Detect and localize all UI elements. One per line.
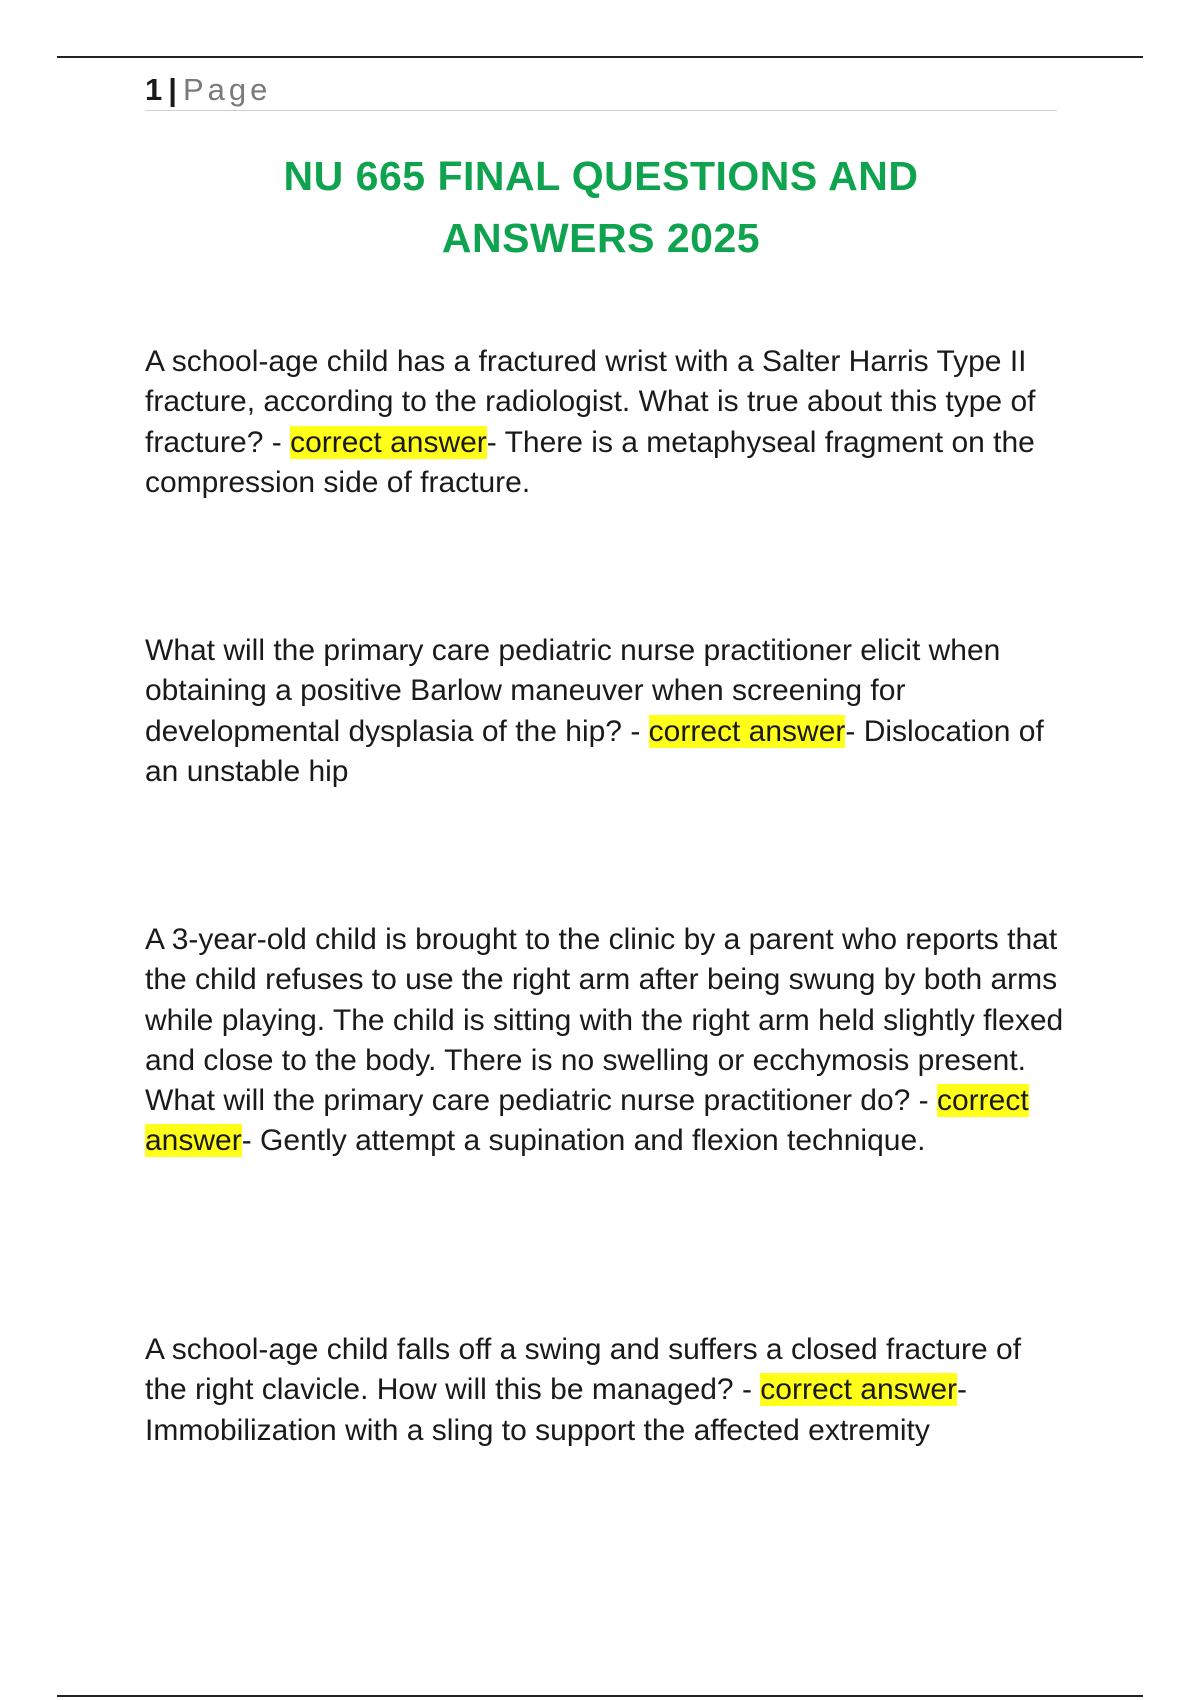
qa-item-4 <box>145 1330 1065 1451</box>
answer-text: - Dislocation of an unstable hip <box>145 714 1044 788</box>
question-text: What will the primary care pediatric nurse practitioner elicit when obtaining a positive Barlow maneuver when screening for developmental dysplasia of the hip? - <box>145 634 1001 748</box>
top-rule <box>57 56 1143 58</box>
answer-text: - Gently attempt a supination and flexion technique. <box>241 1124 926 1158</box>
answer-text: - Immobilization with a sling to support the affected extremity <box>145 1373 968 1447</box>
answer-marker: correct answer <box>760 1373 958 1407</box>
page-separator: | <box>168 72 177 107</box>
answer-marker: correct answer <box>290 425 487 459</box>
answer-marker: correct answer <box>648 714 846 748</box>
title-line-1: NU 665 FINAL QUESTIONS AND <box>283 153 919 199</box>
answer-text: - There is a metaphyseal fragment on the compression side of fracture. <box>145 425 1035 499</box>
answer-marker: correct answer <box>145 1084 1029 1158</box>
bottom-rule <box>57 1695 1143 1697</box>
title-line-2: ANSWERS 2025 <box>441 215 761 261</box>
question-text: A school-age child falls off a swing and suffers a closed fracture of the right clavicle. How will this be managed? - <box>145 1333 1022 1407</box>
page-header <box>145 70 1057 111</box>
page-label: Page <box>182 72 272 107</box>
qa-item-2 <box>145 631 1065 792</box>
document-title <box>145 145 1057 269</box>
page-number: 1 <box>145 72 163 107</box>
question-text: A 3-year-old child is brought to the clinic by a parent who reports that the child refuses to use the right arm after being swung by both arms while playing. The child is sitting with the right arm held slightly flexed and close to the body. There is no swelling or ecchymosis present. What will the primary care pediatric nurse practitioner do? - <box>145 923 1064 1118</box>
qa-item-3 <box>145 920 1065 1162</box>
qa-item-1 <box>145 342 1065 503</box>
question-text: A school-age child has a fractured wrist with a Salter Harris Type II fracture, according to the radiologist. What is true about this type of fracture? - <box>145 345 1036 459</box>
